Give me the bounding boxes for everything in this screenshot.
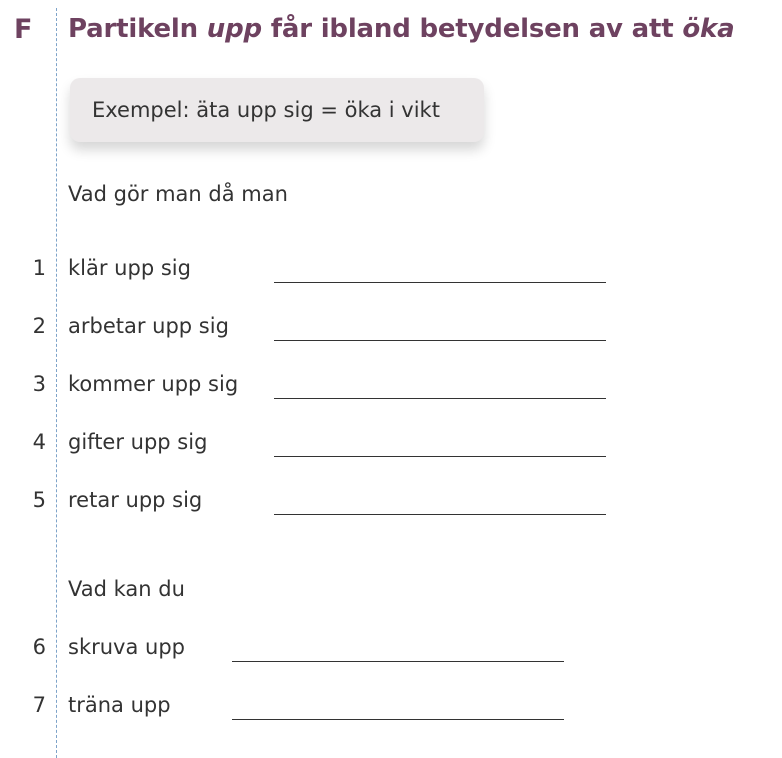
item-phrase: klär upp sig bbox=[68, 256, 191, 280]
item-number: 5 bbox=[32, 488, 46, 512]
group1-prompt: Vad gör man då man bbox=[68, 182, 288, 206]
section-letter: F bbox=[14, 14, 33, 45]
item-phrase: träna upp bbox=[68, 693, 171, 717]
title-prefix: Partikeln bbox=[68, 14, 207, 44]
answer-line[interactable] bbox=[274, 398, 606, 399]
item-number: 2 bbox=[32, 314, 46, 338]
exercise-item-7 bbox=[0, 693, 782, 723]
item-number: 6 bbox=[32, 635, 46, 659]
item-number: 1 bbox=[32, 256, 46, 280]
exercise-item-2 bbox=[0, 314, 782, 344]
answer-line[interactable] bbox=[274, 456, 606, 457]
answer-line[interactable] bbox=[232, 661, 564, 662]
group2-prompt: Vad kan du bbox=[68, 577, 185, 601]
item-phrase: kommer upp sig bbox=[68, 372, 239, 396]
answer-line[interactable] bbox=[232, 719, 564, 720]
item-number: 4 bbox=[32, 430, 46, 454]
item-phrase: skruva upp bbox=[68, 635, 185, 659]
item-number: 3 bbox=[32, 372, 46, 396]
item-phrase: gifter upp sig bbox=[68, 430, 208, 454]
exercise-item-3 bbox=[0, 372, 782, 402]
title-middle: får ibland betydelsen av att bbox=[261, 14, 683, 44]
title-italic-verb: öka bbox=[682, 14, 735, 44]
exercise-title bbox=[68, 14, 734, 44]
answer-line[interactable] bbox=[274, 514, 606, 515]
item-number: 7 bbox=[32, 693, 46, 717]
exercise-item-4 bbox=[0, 430, 782, 460]
exercise-item-1 bbox=[0, 256, 782, 286]
answer-line[interactable] bbox=[274, 340, 606, 341]
exercise-item-6 bbox=[0, 635, 782, 665]
title-italic-particle: upp bbox=[206, 14, 262, 44]
example-box: Exempel: äta upp sig = öka i vikt bbox=[70, 78, 484, 142]
item-phrase: arbetar upp sig bbox=[68, 314, 229, 338]
exercise-item-5 bbox=[0, 488, 782, 518]
item-phrase: retar upp sig bbox=[68, 488, 203, 512]
answer-line[interactable] bbox=[274, 282, 606, 283]
